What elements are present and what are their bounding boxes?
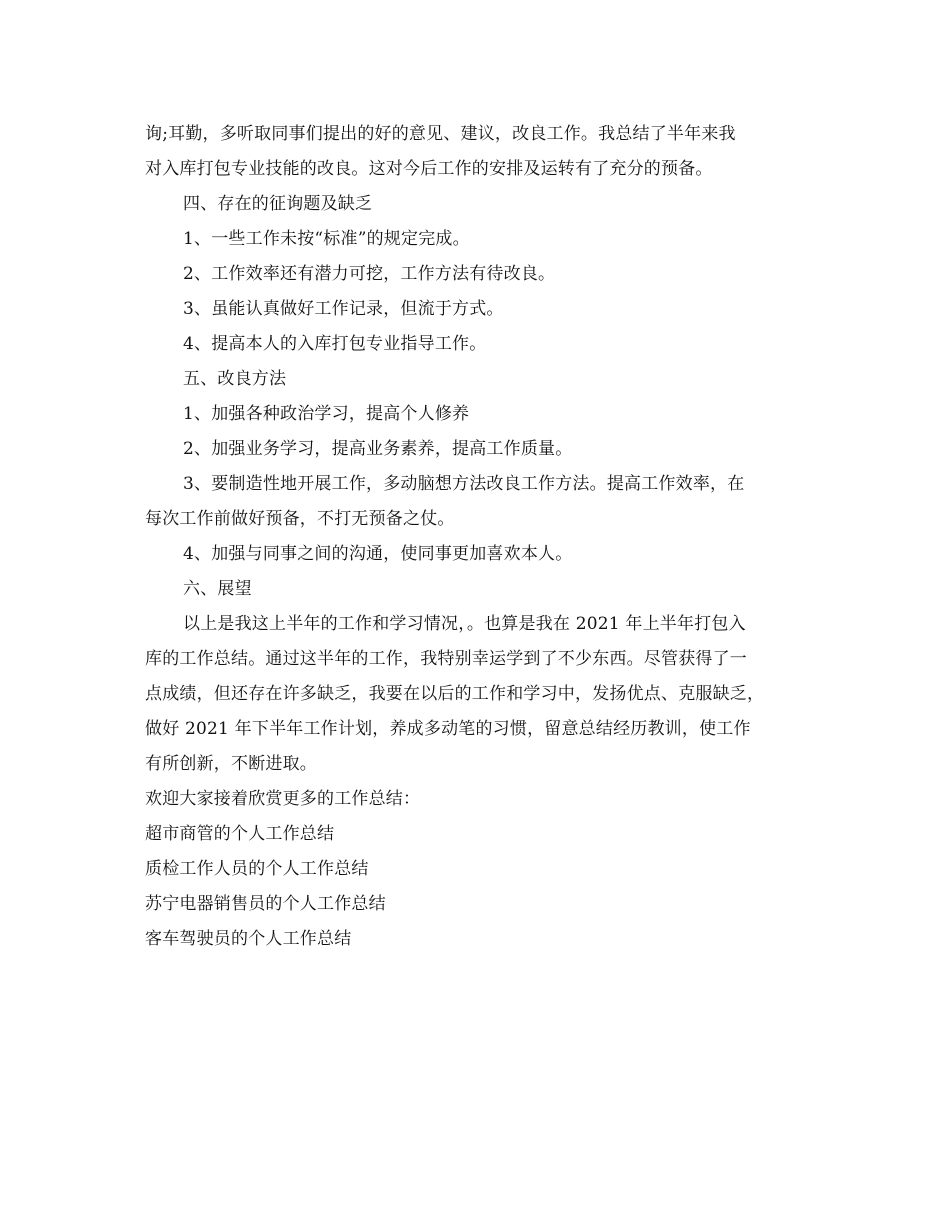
section-heading-5: 五、改良方法 xyxy=(183,369,287,389)
body-text-line: 以上是我这上半年的工作和学习情况，。也算是我在 2021 年上半年打包入 xyxy=(183,614,746,634)
list-item: 4、提高本人的入库打包专业指导工作。 xyxy=(183,334,487,354)
body-text-line: 有所创新，不断进取。 xyxy=(145,754,317,774)
related-intro: 欢迎大家接着欣赏更多的工作总结： xyxy=(145,789,421,809)
list-item: 4、加强与同事之间的沟通，使同事更加喜欢本人。 xyxy=(183,544,573,564)
related-link[interactable]: 超市商管的个人工作总结 xyxy=(145,824,335,844)
section-heading-4: 四、存在的征询题及缺乏 xyxy=(183,194,373,214)
list-item-continuation: 每次工作前做好预备，不打无预备之仗。 xyxy=(145,509,455,529)
body-text-line: 点成绩，但还存在许多缺乏，我要在以后的工作和学习中，发扬优点、克服缺乏， xyxy=(145,684,765,704)
body-text-line: 对入库打包专业技能的改良。这对今后工作的安排及运转有了充分的预备。 xyxy=(145,159,713,179)
body-text-line: 做好 2021 年下半年工作计划，养成多动笔的习惯，留意总结经历教训，使工作 xyxy=(145,719,751,739)
related-link[interactable]: 苏宁电器销售员的个人工作总结 xyxy=(145,894,386,914)
related-link[interactable]: 质检工作人员的个人工作总结 xyxy=(145,859,369,879)
section-heading-6: 六、展望 xyxy=(183,579,252,599)
body-text-line: 询;耳勤，多听取同事们提出的好的意见、建议，改良工作。我总结了半年来我 xyxy=(145,124,736,144)
list-item: 1、加强各种政治学习，提高个人修养 xyxy=(183,404,470,424)
body-text-line: 库的工作总结。通过这半年的工作，我特别幸运学到了不少东西。尽管获得了一 xyxy=(145,649,747,669)
list-item: 1、一些工作未按“标准”的规定完成。 xyxy=(183,229,470,249)
list-item: 3、虽能认真做好工作记录，但流于方式。 xyxy=(183,299,504,319)
list-item: 3、要制造性地开展工作，多动脑想方法改良工作方法。提高工作效率，在 xyxy=(183,474,745,494)
list-item: 2、加强业务学习，提高业务素养，提高工作质量。 xyxy=(183,439,573,459)
list-item: 2、工作效率还有潜力可挖，工作方法有待改良。 xyxy=(183,264,556,284)
related-link[interactable]: 客车驾驶员的个人工作总结 xyxy=(145,929,352,949)
